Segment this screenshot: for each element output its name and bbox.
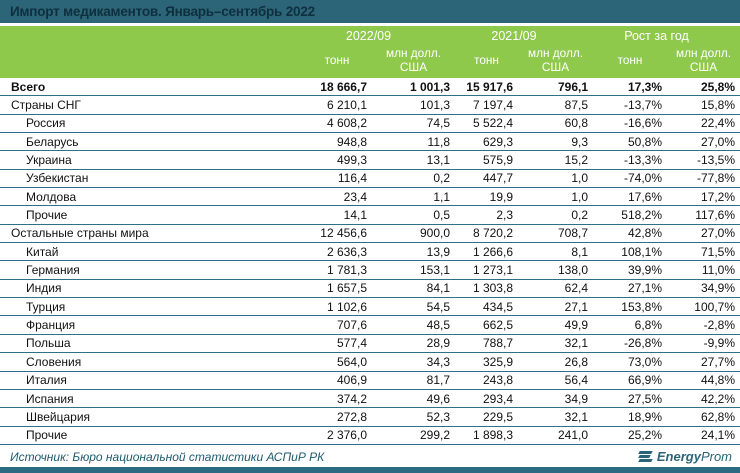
cell-value: 26,8 [564, 354, 588, 369]
table-row [0, 335, 740, 353]
cell-value: -16,6% [623, 116, 662, 131]
cell-value: 27,5% [627, 391, 662, 406]
cell-value: 34,3 [426, 354, 450, 369]
cell-value: -13,3% [623, 153, 662, 168]
cell-value: 19,9 [489, 189, 513, 204]
label-column-spacer [0, 46, 302, 78]
cell-value: 34,9% [700, 281, 735, 296]
table-header [0, 26, 740, 78]
cell-value: 49,9 [564, 318, 588, 333]
cell-value: 44,8% [700, 373, 735, 388]
cell-value: 577,4 [336, 336, 367, 351]
row-label: Испания [26, 391, 74, 406]
cell-value: 2 636,3 [326, 244, 367, 259]
cell-value: 434,5 [482, 299, 513, 314]
cell-value: 66,9% [627, 373, 662, 388]
row-label: Россия [26, 116, 66, 131]
row-label: Украина [26, 153, 72, 168]
cell-value: 15,8% [700, 98, 735, 113]
table-row [0, 206, 740, 224]
cell-value: -2,8% [703, 318, 735, 333]
row-label: Франция [26, 318, 76, 333]
row-label: Всего [11, 79, 46, 94]
cell-value: 662,5 [482, 318, 513, 333]
cell-value: 325,9 [482, 354, 513, 369]
cell-value: 243,8 [482, 373, 513, 388]
cell-value: 14,1 [343, 208, 367, 223]
cell-value: 48,5 [426, 318, 450, 333]
row-label: Индия [26, 281, 62, 296]
cell-value: 23,4 [343, 189, 367, 204]
cell-value: 101,3 [419, 98, 450, 113]
cell-value: 299,2 [419, 428, 450, 443]
cell-value: 60,8 [564, 116, 588, 131]
cell-value: 5 522,4 [472, 116, 513, 131]
table-row [0, 151, 740, 169]
cell-value: 25,8% [700, 79, 735, 94]
table-row [0, 408, 740, 426]
cell-value: 1 102,6 [326, 299, 367, 314]
cell-value: 62,8% [700, 409, 735, 424]
cell-value: 12 456,6 [320, 226, 367, 241]
cell-value: 42,8% [627, 226, 662, 241]
row-label: Польша [26, 336, 71, 351]
row-label: Прочие [26, 428, 68, 443]
column-group-header: Рост за год [624, 29, 689, 43]
cell-value: -13,7% [623, 98, 662, 113]
cell-value: -77,8% [696, 171, 735, 186]
table-row [0, 372, 740, 390]
cell-value: 138,0 [557, 263, 588, 278]
cell-value: 27,1 [564, 299, 588, 314]
cell-value: -74,0% [623, 171, 662, 186]
cell-value: 32,1 [564, 409, 588, 424]
cell-value: 0,2 [433, 171, 450, 186]
column-subheader-row [0, 46, 740, 78]
cell-value: 84,1 [426, 281, 450, 296]
cell-value: 153,8% [621, 299, 662, 314]
table-row [0, 225, 740, 243]
cell-value: 15,2 [564, 153, 588, 168]
cell-value: 900,0 [419, 226, 450, 241]
cell-value: 27,7% [700, 354, 735, 369]
table-row [0, 133, 740, 151]
row-label: Италия [26, 373, 67, 388]
cell-value: 1 657,5 [326, 281, 367, 296]
table-row [0, 96, 740, 114]
cell-value: 1 273,1 [472, 263, 513, 278]
row-label: Словения [26, 354, 82, 369]
cell-value: 1 781,3 [326, 263, 367, 278]
cell-value: 27,1% [627, 281, 662, 296]
cell-value: 518,2% [621, 208, 662, 223]
cell-value: 707,6 [336, 318, 367, 333]
row-label: Прочие [26, 208, 68, 223]
table-row [0, 115, 740, 133]
cell-value: 108,1% [621, 244, 662, 259]
cell-value: 1 303,8 [472, 281, 513, 296]
table-row [0, 78, 740, 96]
cell-value: 229,5 [482, 409, 513, 424]
cell-value: 17,2% [700, 189, 735, 204]
cell-value: 74,5 [426, 116, 450, 131]
column-subheader: тонн [617, 53, 643, 68]
cell-value: 948,8 [336, 134, 367, 149]
row-label: Турция [26, 299, 66, 314]
cell-value: 1 898,3 [472, 428, 513, 443]
column-group-header: 2021/09 [491, 29, 537, 43]
cell-value: 272,8 [336, 409, 367, 424]
row-label: Беларусь [26, 134, 79, 149]
cell-value: 0,2 [571, 208, 588, 223]
cell-value: 9,3 [571, 134, 588, 149]
column-subheader: млн долл. США [385, 46, 441, 74]
cell-value: 1 001,3 [409, 79, 450, 94]
table-body [0, 78, 740, 446]
cell-value: 1 266,6 [472, 244, 513, 259]
cell-value: 25,2% [627, 428, 662, 443]
table-row [0, 427, 740, 445]
cell-value: -9,9% [703, 336, 735, 351]
table-row [0, 298, 740, 316]
cell-value: 34,9 [564, 391, 588, 406]
cell-value: 796,1 [557, 79, 588, 94]
table-row [0, 261, 740, 279]
row-label: Германия [26, 263, 80, 278]
cell-value: 13,9 [426, 244, 450, 259]
cell-value: -13,5% [696, 153, 735, 168]
column-subheader: млн долл. США [675, 46, 731, 74]
row-label: Швейцария [26, 409, 91, 424]
row-label: Китай [26, 244, 59, 259]
cell-value: 49,6 [426, 391, 450, 406]
cell-value: 71,5% [700, 244, 735, 259]
page-title: Импорт медикаментов. Январь–сентябрь 2022 [0, 0, 740, 23]
cell-value: 27,0% [700, 134, 735, 149]
cell-value: 241,0 [557, 428, 588, 443]
cell-value: 447,7 [482, 171, 513, 186]
cell-value: 293,4 [482, 391, 513, 406]
cell-value: 0,5 [433, 208, 450, 223]
cell-value: 17,3% [627, 79, 662, 94]
column-subheader: тонн [474, 53, 499, 68]
table-row [0, 316, 740, 334]
cell-value: 24,1% [700, 428, 735, 443]
cell-value: -26,8% [623, 336, 662, 351]
cell-value: 1,0 [571, 171, 588, 186]
cell-value: 575,9 [482, 153, 513, 168]
cell-value: 374,2 [336, 391, 367, 406]
column-subheader: тонн [324, 53, 350, 68]
cell-value: 17,6% [627, 189, 662, 204]
cell-value: 87,5 [564, 98, 588, 113]
cell-value: 50,8% [627, 134, 662, 149]
table-row [0, 243, 740, 261]
cell-value: 56,4 [564, 373, 588, 388]
cell-value: 11,0% [701, 263, 735, 278]
cell-value: 153,1 [419, 263, 450, 278]
cell-value: 8,1 [571, 244, 588, 259]
table-row [0, 280, 740, 298]
cell-value: 39,9% [627, 263, 662, 278]
cell-value: 81,7 [426, 373, 450, 388]
cell-value: 6,8% [634, 318, 662, 333]
cell-value: 788,7 [482, 336, 513, 351]
cell-value: 28,9 [426, 336, 450, 351]
column-group-header: 2022/09 [345, 29, 392, 43]
cell-value: 100,7% [694, 299, 735, 314]
cell-value: 11,8 [427, 134, 450, 149]
cell-value: 629,3 [482, 134, 513, 149]
table-row [0, 170, 740, 188]
row-label: Страны СНГ [11, 98, 81, 113]
cell-value: 22,4% [700, 116, 735, 131]
cell-value: 62,4 [564, 281, 588, 296]
row-label: Молдова [26, 189, 77, 204]
cell-value: 8 720,2 [472, 226, 513, 241]
cell-value: 2 376,0 [326, 428, 367, 443]
bottom-bar [0, 467, 740, 473]
cell-value: 54,5 [426, 299, 450, 314]
cell-value: 7 197,4 [472, 98, 513, 113]
source-note: Источник: Бюро национальной статистики АСПиР РК [10, 449, 325, 464]
table-row [0, 353, 740, 371]
cell-value: 73,0% [627, 354, 662, 369]
cell-value: 18,9% [627, 409, 662, 424]
cell-value: 499,3 [336, 153, 367, 168]
cell-value: 15 917,6 [466, 79, 513, 94]
cell-value: 564,0 [336, 354, 367, 369]
energyprom-logo [639, 449, 732, 464]
table-row [0, 390, 740, 408]
table-row [0, 188, 740, 206]
cell-value: 32,1 [564, 336, 588, 351]
cell-value: 2,3 [496, 208, 513, 223]
cell-value: 1,1 [433, 189, 450, 204]
cell-value: 18 666,7 [320, 79, 367, 94]
row-label: Узбекистан [26, 171, 89, 186]
footer [0, 446, 740, 467]
cell-value: 406,9 [336, 373, 367, 388]
column-subheader: млн долл. США [527, 46, 583, 74]
column-group-row [0, 26, 740, 46]
energyprom-logo-icon [639, 451, 652, 462]
cell-value: 42,2% [700, 391, 735, 406]
cell-value: 4 608,2 [326, 116, 367, 131]
cell-value: 6 210,1 [326, 98, 367, 113]
energyprom-logo-text: EnergyProm [656, 449, 732, 464]
cell-value: 116,4 [337, 171, 367, 186]
cell-value: 117,6% [695, 208, 735, 223]
cell-value: 27,0% [700, 226, 735, 241]
cell-value: 52,3 [426, 409, 450, 424]
cell-value: 708,7 [557, 226, 588, 241]
cell-value: 13,1 [426, 153, 450, 168]
row-label: Остальные страны мира [11, 226, 149, 241]
cell-value: 1,0 [571, 189, 588, 204]
